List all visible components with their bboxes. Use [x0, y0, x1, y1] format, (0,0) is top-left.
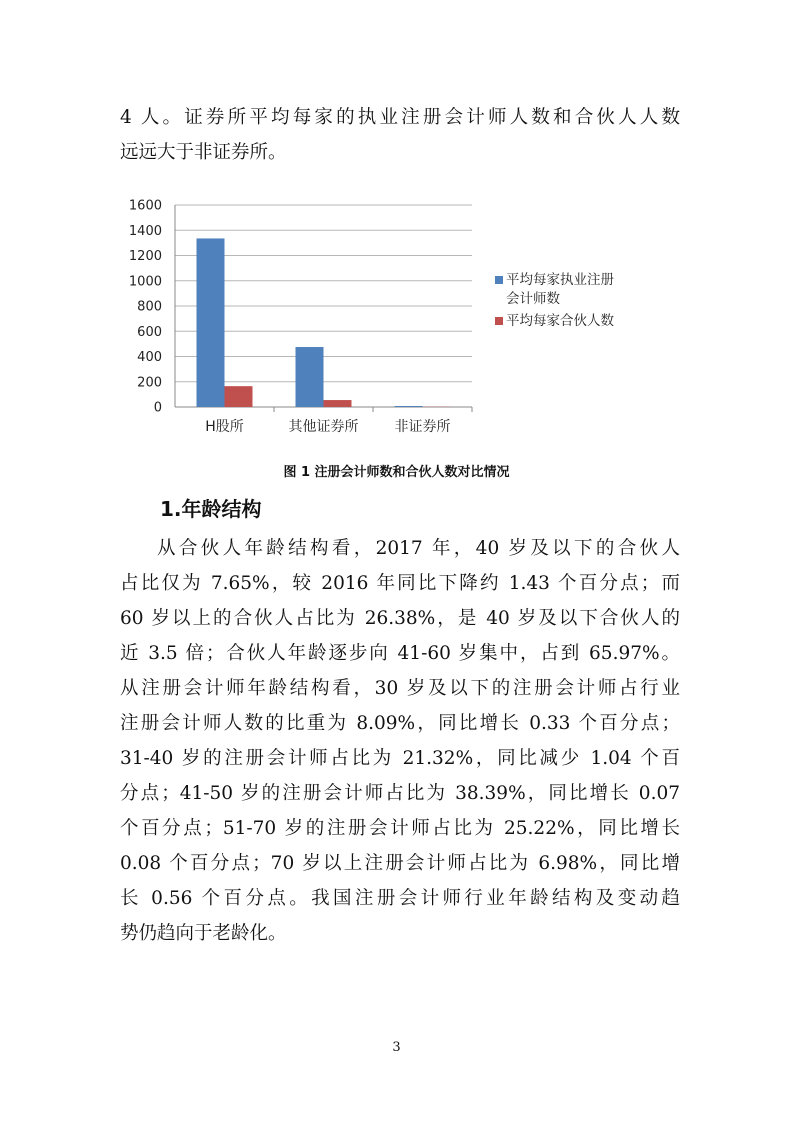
y-tick-label: 1600	[128, 198, 162, 214]
bar-cpa	[296, 347, 324, 407]
body-line: 注册会计师人数的比重为 8.09%，同比增长 0.33 个百分点；	[120, 713, 680, 734]
y-tick-label: 1000	[128, 274, 162, 290]
legend-label: 平均每家执业注册	[506, 272, 614, 288]
y-tick-label: 400	[137, 350, 162, 365]
bar-chart	[120, 192, 660, 447]
x-tick-label: H股所	[205, 419, 244, 435]
body-line: 个百分点；51-70 岁的注册会计师占比为 25.22%，同比增长	[120, 818, 680, 839]
page-number: 3	[392, 1040, 401, 1055]
y-tick-label: 1400	[128, 223, 162, 239]
legend-swatch	[495, 276, 503, 284]
body-line: 31-40 岁的注册会计师占比为 21.32%，同比减少 1.04 个百	[120, 748, 680, 769]
bar-partner	[225, 386, 253, 407]
body-line: 占比仅为 7.65%，较 2016 年同比下降约 1.43 个百分点；而	[120, 573, 680, 594]
bar-cpa	[395, 406, 423, 407]
y-tick-label: 600	[137, 324, 162, 340]
body-line: 60 岁以上的合伙人占比为 26.38%，是 40 岁及以下合伙人的	[120, 608, 680, 629]
section-heading: 1.年龄结构	[160, 497, 262, 521]
y-tick-label: 0	[153, 400, 162, 416]
body-line: 近 3.5 倍；合伙人年龄逐步向 41-60 岁集中，占到 65.97%。	[120, 643, 680, 664]
bar-cpa	[197, 238, 225, 407]
body-line: 0.08 个百分点；70 岁以上注册会计师占比为 6.98%，同比增	[120, 853, 680, 874]
intro-paragraph	[120, 100, 680, 170]
y-tick-label: 200	[137, 375, 162, 391]
legend-label: 会计师数	[506, 291, 560, 307]
y-tick-label: 800	[137, 299, 162, 315]
legend-label: 平均每家合伙人数	[506, 313, 614, 329]
body-paragraph	[120, 531, 680, 951]
body-line: 势仍趋向于老龄化。	[120, 923, 287, 944]
figure-caption: 图 1 注册会计师数和合伙人数对比情况	[283, 465, 510, 480]
legend-swatch	[495, 317, 503, 325]
bar-partner	[324, 400, 352, 407]
body-line: 分点；41-50 岁的注册会计师占比为 38.39%，同比增长 0.07	[120, 783, 680, 804]
body-line: 长 0.56 个百分点。我国注册会计师行业年龄结构及变动趋	[120, 888, 680, 909]
intro-line: 远远大于非证券所。	[120, 142, 287, 163]
y-tick-label: 1200	[128, 249, 162, 264]
x-tick-label: 其他证券所	[288, 419, 359, 435]
body-line: 从合伙人年龄结构看，2017 年，40 岁及以下的合伙人	[157, 538, 680, 559]
body-line: 从注册会计师年龄结构看，30 岁及以下的注册会计师占行业	[120, 678, 680, 699]
x-tick-label: 非证券所	[394, 419, 451, 435]
intro-line: 4 人。证券所平均每家的执业注册会计师人数和合伙人人数	[120, 107, 680, 128]
